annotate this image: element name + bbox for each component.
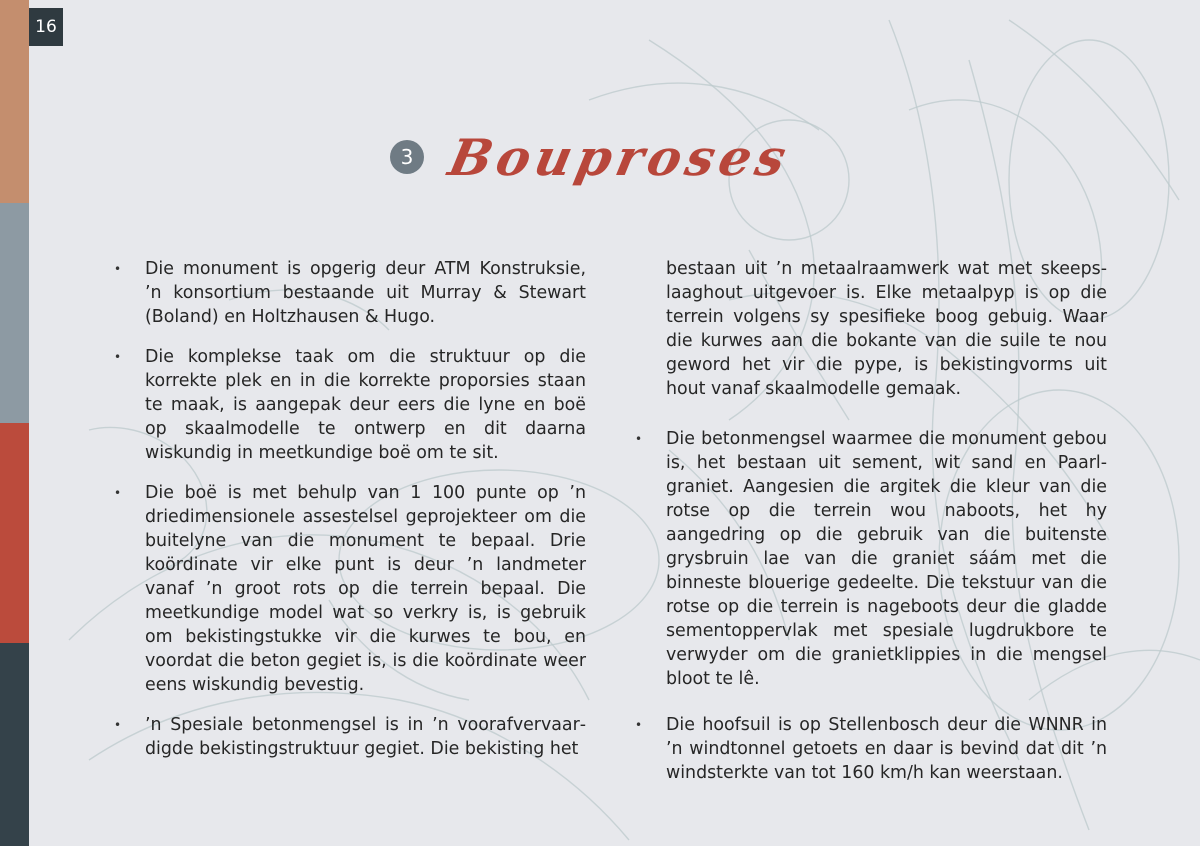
- bullet-paragraph: • ’n Spesiale betonmengsel is in ’n voorafvervaardigde bekistingstruktuur gegiet. Die bekisting het: [145, 713, 586, 761]
- bullet-paragraph: • Die betonmengsel waarmee die monument gebou is, het bestaan uit sement, wit sand en Paarl-graniet. Aangesien die argitek die kleur van die rotse op die terrein wou naboots, het hy aangedring op die gebruik van die buitenste grysbruin lae van die graniet sáám met die binneste blouerige gedeelte. Die tekstuur van die rotse op die terrein is nageboots deur die gladde sementoppervlak met spesiale lugdrukbore te verwyder om die granietklippies in die mengsel bloot te lê.: [666, 427, 1107, 691]
- side-color-strip: [0, 0, 29, 846]
- strip-grey: [0, 203, 29, 423]
- strip-red: [0, 423, 29, 643]
- bullet-paragraph: • Die boë is met behulp van 1 100 punte op ’n driedimensionele assestelsel geprojekteer om die buitelyne van die monument te bepaal. Drie koördinate vir elke punt is deur ’n landmeter vanaf ’n groot rots op die terrein bepaal. Die meetkundige model wat so verkry is, is gebruik om bekistingstukke vir die kurwes te bou, en voordat die beton gegiet is, is die koördinate weer eens wiskundig bevestig.: [145, 481, 586, 697]
- section-title: Bouproses: [443, 127, 797, 187]
- bullet-paragraph: • Die hoofsuil is op Stellenbosch deur die WNNR in ’n windtonnel getoets en daar is bevind dat dit ’n windsterkte van tot 160 km/h kan weerstaan.: [666, 713, 1107, 785]
- page-number: 16: [29, 8, 63, 46]
- right-column: [666, 257, 1107, 785]
- left-column: [145, 257, 586, 761]
- continued-paragraph: bestaan uit ’n metaalraamwerk wat met skeepslaaghout uitgevoer is. Elke metaalpyp is op die terrein volgens sy spesifieke boog gebuig. Waar die kurwes aan die bokante van die suile te nou geword het vir die pype, is bekistingvorms uit hout vanaf skaalmodelle gemaak.: [666, 259, 1107, 399]
- bullet-paragraph: • Die komplekse taak om die struktuur op die korrekte plek en in die korrekte proporsies staan te maak, is aangepak deur eers die lyne en boë op skaalmodelle te ontwerp en dit daarna wiskundig in meetkundige boë om te sit.: [145, 345, 586, 465]
- strip-dark: [0, 643, 29, 846]
- bullet-paragraph: • Die monument is opgerig deur ATM Konstruksie, ’n konsortium bestaande uit Murray & Stewart (Boland) en Holtzhausen & Hugo.: [145, 257, 586, 329]
- strip-tan: [0, 0, 29, 203]
- section-number-badge: 3: [390, 140, 424, 174]
- section-heading: [390, 122, 797, 192]
